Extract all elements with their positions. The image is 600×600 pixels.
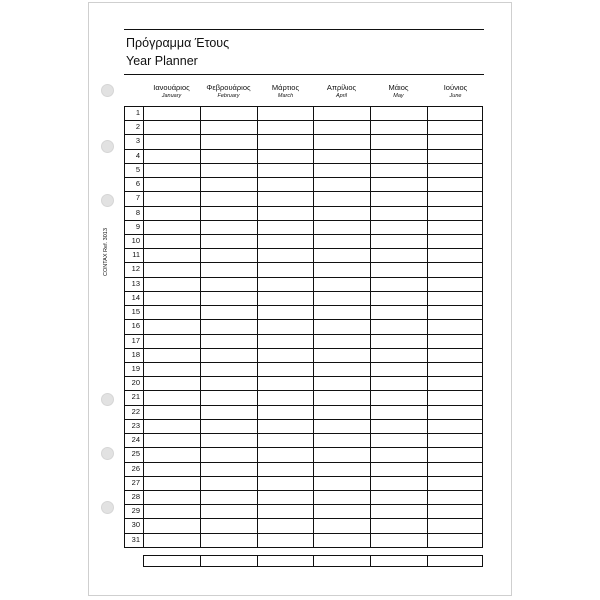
row-divider <box>124 334 483 335</box>
row-divider <box>124 277 483 278</box>
row-divider <box>124 134 483 135</box>
header-bottom-rule <box>124 74 484 75</box>
column-divider <box>200 556 201 566</box>
header-top-rule <box>124 29 484 30</box>
column-divider <box>370 556 371 566</box>
row-divider <box>124 220 483 221</box>
column-divider <box>257 106 258 547</box>
row-divider <box>124 248 483 249</box>
month-label-greek: Μάιος <box>388 83 409 92</box>
row-divider <box>124 390 483 391</box>
month-label-greek: Απρίλιος <box>326 83 357 92</box>
row-divider <box>124 533 483 534</box>
month-label-greek: Φεβρουάριος <box>206 83 251 92</box>
day-number: 18 <box>131 349 140 359</box>
column-divider <box>200 106 201 547</box>
day-number: 14 <box>131 292 140 302</box>
binder-hole-4 <box>101 393 114 406</box>
day-number: 26 <box>131 463 140 473</box>
month-header-june <box>427 84 484 99</box>
day-number: 20 <box>131 378 140 388</box>
notes-bar <box>143 555 483 567</box>
row-divider <box>124 547 483 548</box>
column-divider <box>482 106 483 547</box>
column-divider <box>427 556 428 566</box>
binder-hole-6 <box>101 501 114 514</box>
day-number: 6 <box>135 179 140 189</box>
column-divider <box>257 556 258 566</box>
day-number: 22 <box>131 406 140 416</box>
binder-hole-5 <box>101 447 114 460</box>
day-number: 31 <box>131 534 140 544</box>
column-divider <box>427 106 428 547</box>
month-header-may <box>370 84 427 99</box>
month-label-english: June <box>449 92 462 99</box>
day-number: 4 <box>135 150 140 160</box>
day-number: 25 <box>131 449 140 459</box>
day-number: 11 <box>132 250 140 260</box>
row-divider <box>124 177 483 178</box>
row-divider <box>124 376 483 377</box>
page-title-greek: Πρόγραμμα Έτους <box>126 36 230 50</box>
row-divider <box>124 405 483 406</box>
row-divider <box>124 191 483 192</box>
day-number: 24 <box>131 435 140 445</box>
row-divider <box>124 305 483 306</box>
day-number: 7 <box>135 193 140 203</box>
day-number: 17 <box>131 335 140 345</box>
binder-hole-2 <box>101 140 114 153</box>
month-header-february <box>200 84 257 99</box>
column-divider <box>313 556 314 566</box>
product-code: CONTAX Ref. 3013 <box>103 228 109 276</box>
row-divider <box>124 120 483 121</box>
row-divider <box>124 419 483 420</box>
row-divider <box>124 433 483 434</box>
day-number: 3 <box>135 136 140 146</box>
day-number: 19 <box>131 363 140 373</box>
month-label-english: May <box>393 92 404 99</box>
day-number: 29 <box>131 506 140 516</box>
month-label-greek: Μάρτιος <box>271 83 300 92</box>
column-divider <box>313 106 314 547</box>
day-number: 1 <box>135 108 140 117</box>
planner-grid <box>124 106 483 547</box>
day-number: 12 <box>131 264 140 274</box>
row-divider <box>124 476 483 477</box>
month-header-january <box>143 84 200 99</box>
month-label-english: February <box>217 92 240 99</box>
binder-hole-1 <box>101 84 114 97</box>
month-label-greek: Ιούνιος <box>443 83 468 92</box>
day-number: 2 <box>135 122 140 132</box>
row-divider <box>124 447 483 448</box>
day-number: 21 <box>131 392 140 402</box>
column-divider <box>143 106 144 547</box>
day-number: 28 <box>131 491 140 501</box>
row-divider <box>124 149 483 150</box>
month-label-english: January <box>161 92 182 99</box>
page-title-english: Year Planner <box>126 54 198 68</box>
row-divider <box>124 234 483 235</box>
row-divider <box>124 348 483 349</box>
month-header-april <box>313 84 370 99</box>
day-number: 10 <box>131 235 140 245</box>
row-divider <box>124 504 483 505</box>
row-divider <box>124 206 483 207</box>
month-label-english: April <box>335 92 347 99</box>
day-number: 23 <box>131 420 140 430</box>
row-divider <box>124 462 483 463</box>
day-number: 27 <box>131 477 140 487</box>
row-divider <box>124 362 483 363</box>
day-number: 9 <box>135 221 140 231</box>
row-divider <box>124 291 483 292</box>
row-divider <box>124 319 483 320</box>
day-number: 5 <box>135 164 140 174</box>
month-label-english: March <box>277 92 294 99</box>
row-divider <box>124 163 483 164</box>
day-number: 8 <box>135 207 140 217</box>
column-divider <box>370 106 371 547</box>
day-number: 15 <box>131 307 140 317</box>
binder-hole-3 <box>101 194 114 207</box>
day-number: 13 <box>131 278 140 288</box>
day-number: 30 <box>131 520 140 530</box>
row-divider <box>124 518 483 519</box>
month-header-march <box>257 84 314 99</box>
row-divider <box>124 262 483 263</box>
day-number: 16 <box>131 321 140 331</box>
month-label-greek: Ιανουάριος <box>153 83 190 92</box>
row-divider <box>124 490 483 491</box>
